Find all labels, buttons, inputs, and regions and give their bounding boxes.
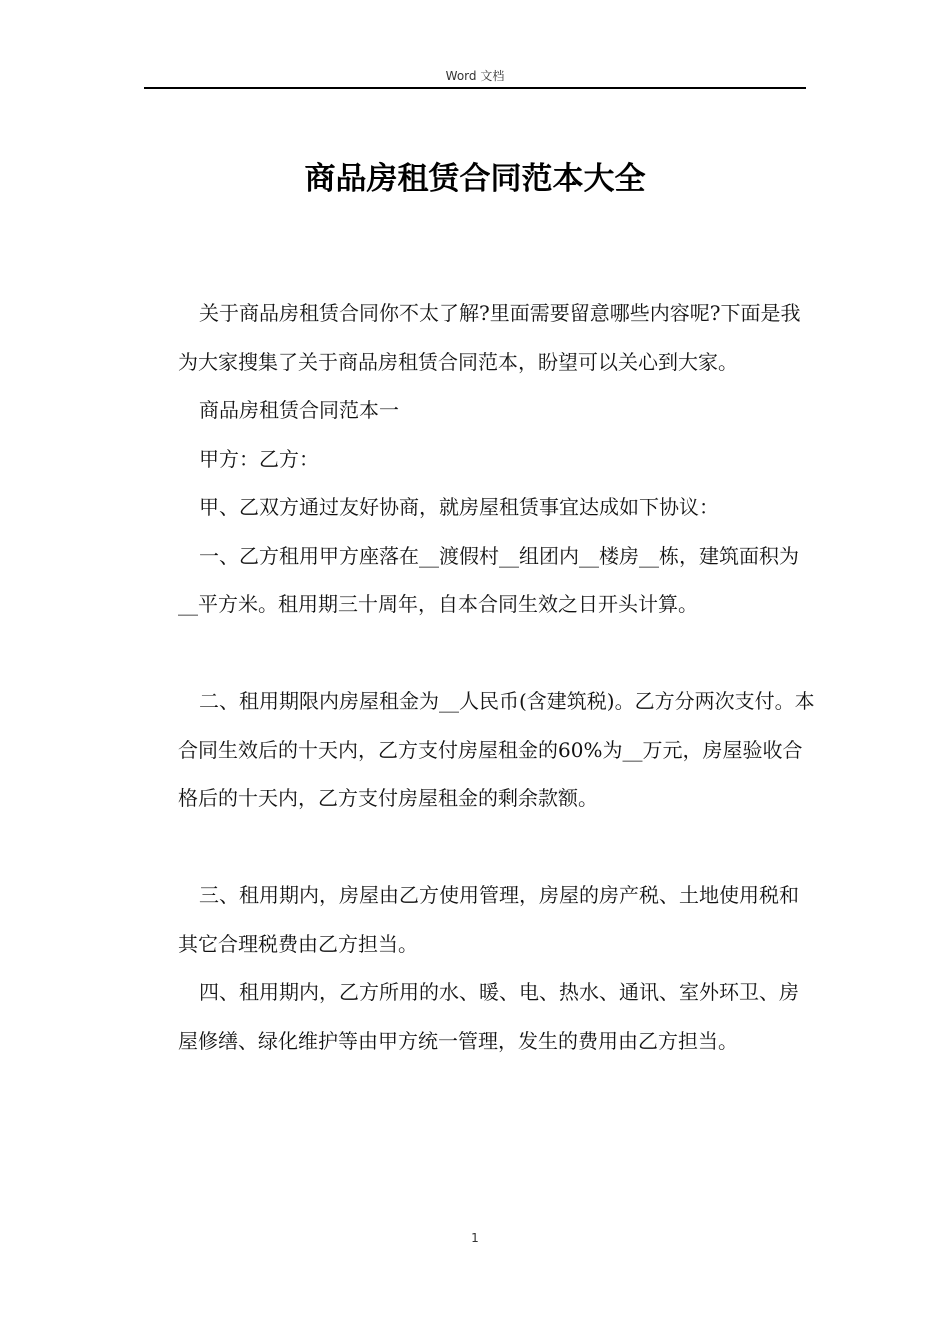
parties-line: 甲方：乙方：	[199, 446, 319, 471]
section-heading: 商品房租赁合同范本一	[199, 398, 399, 422]
intro-paragraph: 关于商品房租赁合同你不太了解?里面需要留意哪些内容呢?下面是我为大家搜集了关于商品房租赁合同范本，盼望可以关心到大家。	[178, 301, 801, 374]
paragraph-spacer	[178, 629, 818, 678]
document-body	[178, 289, 818, 1065]
clause-4-paragraph: 四、租用期内，乙方所用的水、暖、电、热水、通讯、室外环卫、房屋修缮、绿化维护等由甲方统一管理，发生的费用由乙方担当。	[178, 980, 799, 1053]
clause-2-paragraph: 二、租用期限内房屋租金为__人民币(含建筑税)。乙方分两次支付。本合同生效后的十天内，乙方支付房屋租金的60%为__万元，房屋验收合格后的十天内，乙方支付房屋租金的剩余款额。	[178, 689, 815, 810]
page-header: Word 文档	[445, 69, 505, 83]
document-title: 商品房租赁合同范本大全	[304, 161, 646, 197]
agreement-intro-paragraph: 甲、乙双方通过友好协商，就房屋租赁事宜达成如下协议：	[199, 495, 719, 519]
page-number: 1	[471, 1231, 479, 1245]
paragraph-spacer	[178, 823, 818, 872]
clause-3-paragraph: 三、租用期内，房屋由乙方使用管理，房屋的房产税、土地使用税和其它合理税费由乙方担当。	[178, 883, 799, 956]
clause-1-paragraph: 一、乙方租用甲方座落在__渡假村__组团内__楼房__栋，建筑面积为__平方米。租用期三十周年，自本合同生效之日开头计算。	[178, 543, 799, 616]
header-divider	[144, 87, 806, 89]
